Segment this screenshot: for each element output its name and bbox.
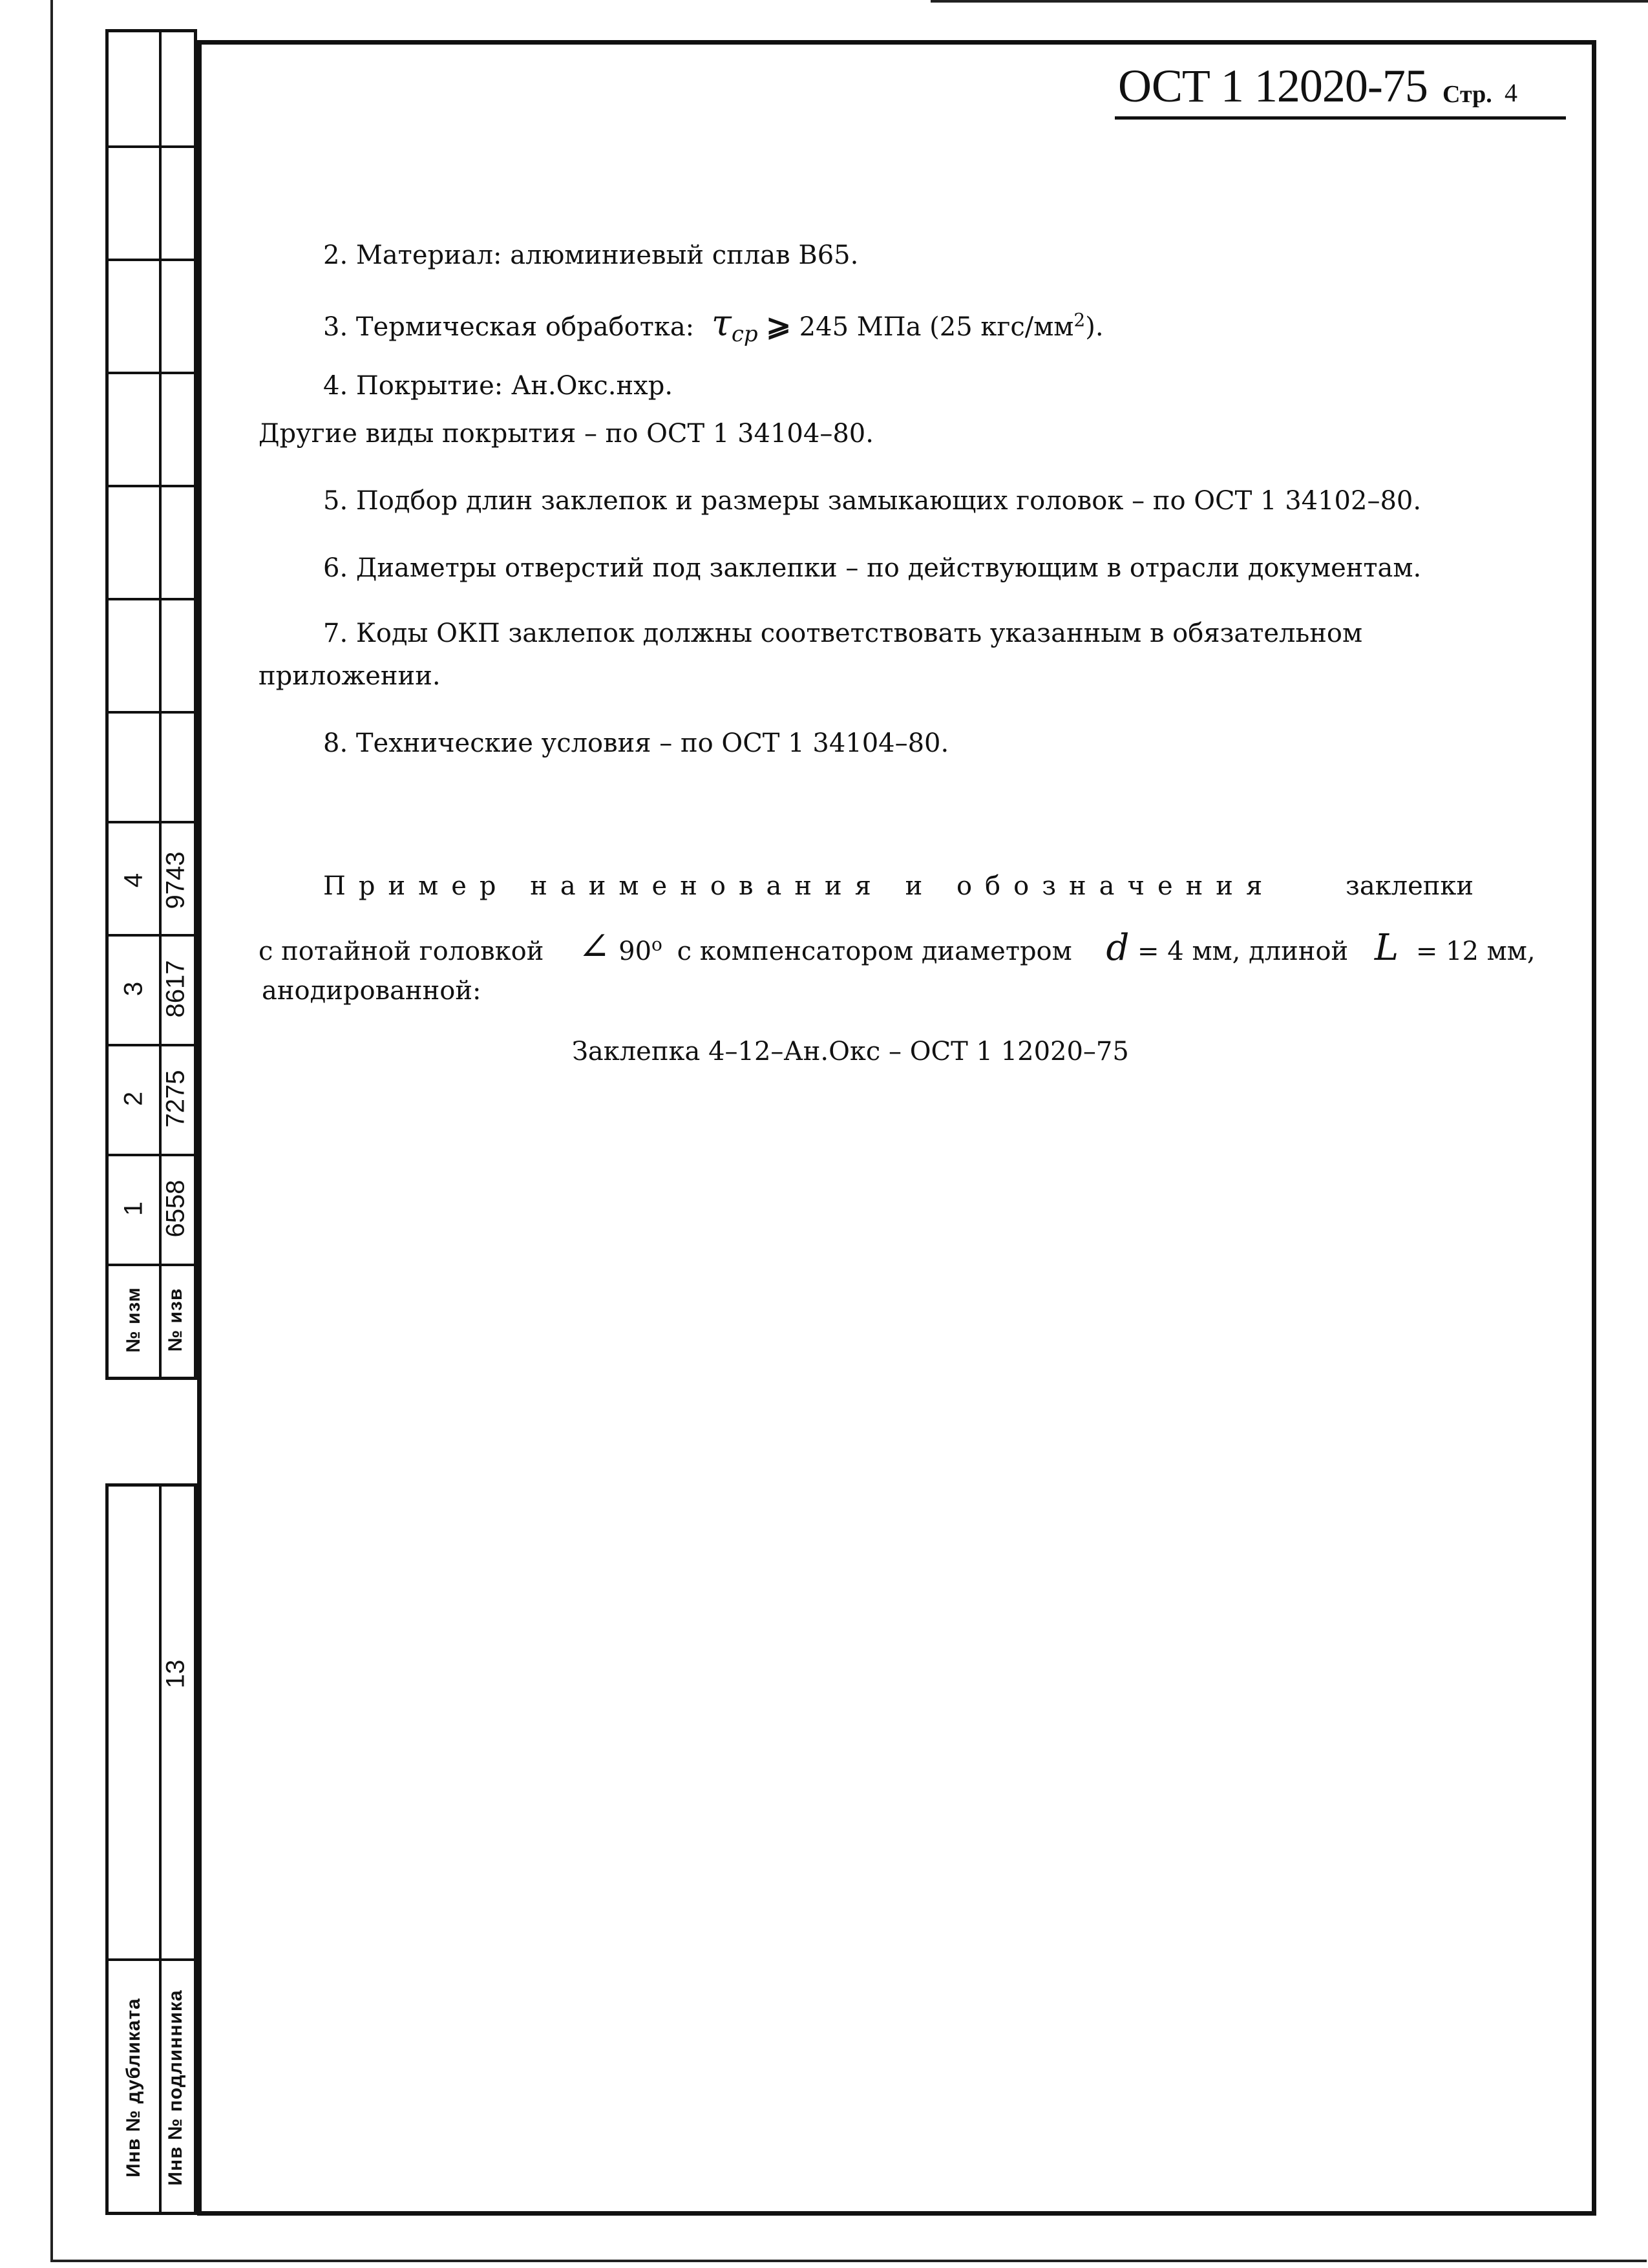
column-divider <box>159 32 162 1377</box>
degree-mark: o <box>651 933 662 955</box>
sheet-top-edge <box>931 0 1648 3</box>
example-designation: Заклепка 4–12–Ан.Окс – ОСТ 1 12020–75 <box>572 1037 1129 1066</box>
example-heading-end: заклепки <box>1346 871 1474 901</box>
grid-line <box>109 485 194 487</box>
grid-line <box>109 1958 194 1961</box>
inventory-strip <box>105 1483 197 2215</box>
notice-number: 7275 <box>161 1070 190 1128</box>
main-frame <box>197 40 1596 2216</box>
example-line-2 <box>259 924 1536 970</box>
notice-number: 6558 <box>161 1180 190 1238</box>
item-7-okp-codes: 7. Коды ОКП заклепок должны соответствовать указанным в обязательном <box>323 619 1363 648</box>
change-number: 2 <box>119 1091 148 1107</box>
length-value: = 12 мм, <box>1415 937 1536 966</box>
change-number: 1 <box>119 1201 148 1216</box>
page-label: Стр. <box>1442 81 1492 108</box>
column-divider <box>159 1487 162 2212</box>
item-6-hole-diameters: 6. Диаметры отверстий под заклепки – по действующим в отрасли документам. <box>323 553 1422 583</box>
page-number: 4 <box>1505 78 1517 107</box>
diameter-value: = 4 мм, длиной <box>1137 937 1349 966</box>
grid-line <box>109 598 194 600</box>
angle-icon: ∠ <box>578 924 611 970</box>
grid-line <box>109 711 194 714</box>
grid-line <box>109 1154 194 1156</box>
item-3-value: 245 МПа (25 кгс/мм <box>799 312 1074 342</box>
label-original-inventory: Инв № подлинника <box>165 1989 186 2186</box>
item-2-material: 2. Материал: алюминиевый сплав В65. <box>323 240 859 270</box>
duplicate-inventory-value: 13 <box>161 1659 190 1689</box>
label-notice-number: № изв <box>165 1288 186 1352</box>
item-4-coating: 4. Покрытие: Ан.Окс.нхр. <box>323 371 673 401</box>
item-8-technical-conditions: 8. Технические условия – по ОСТ 1 34104–80. <box>323 728 949 758</box>
grid-line <box>109 1044 194 1046</box>
greater-equal-sign: ⩾ <box>766 308 791 343</box>
item-4-other-coatings: Другие виды покрытия – по ОСТ 1 34104–80. <box>259 419 874 449</box>
grid-line <box>109 821 194 823</box>
change-number: 4 <box>119 873 148 888</box>
grid-line <box>109 372 194 374</box>
grid-line <box>109 259 194 261</box>
header-underline <box>1115 116 1566 120</box>
diameter-symbol: d <box>1106 927 1130 969</box>
shear-stress-symbol: τ <box>711 302 732 344</box>
item-3-end: ). <box>1085 312 1104 342</box>
notice-number: 9743 <box>161 851 190 909</box>
label-change-number: № изм <box>123 1287 144 1353</box>
change-number: 3 <box>119 981 148 997</box>
example-heading: Пример наименования и обозначения <box>323 871 1276 901</box>
example-compensator: с компенсатором диаметром <box>677 937 1072 966</box>
item-3-exponent: 2 <box>1073 309 1086 331</box>
item-3-prefix: 3. Термическая обработка: <box>323 312 695 342</box>
example-line-3: анодированной: <box>262 976 481 1006</box>
label-duplicate-inventory: Инв № дубликата <box>123 1998 144 2178</box>
notice-number: 8617 <box>161 960 190 1018</box>
document-code: ОСТ 1 12020-75 <box>1118 60 1428 112</box>
angle-value: 90 <box>618 937 652 966</box>
change-log-strip <box>105 29 197 1380</box>
item-7-continuation: приложении. <box>259 661 441 691</box>
grid-line <box>109 934 194 937</box>
item-3-heat-treatment <box>323 302 1104 347</box>
example-head-type: с потайной головкой <box>259 937 544 966</box>
grid-line <box>109 145 194 148</box>
item-5-rivet-length: 5. Подбор длин заклепок и размеры замыкающих головок – по ОСТ 1 34102–80. <box>323 486 1422 516</box>
length-symbol: L <box>1374 927 1399 969</box>
grid-line <box>109 1264 194 1266</box>
shear-stress-subscript: ср <box>731 321 758 347</box>
